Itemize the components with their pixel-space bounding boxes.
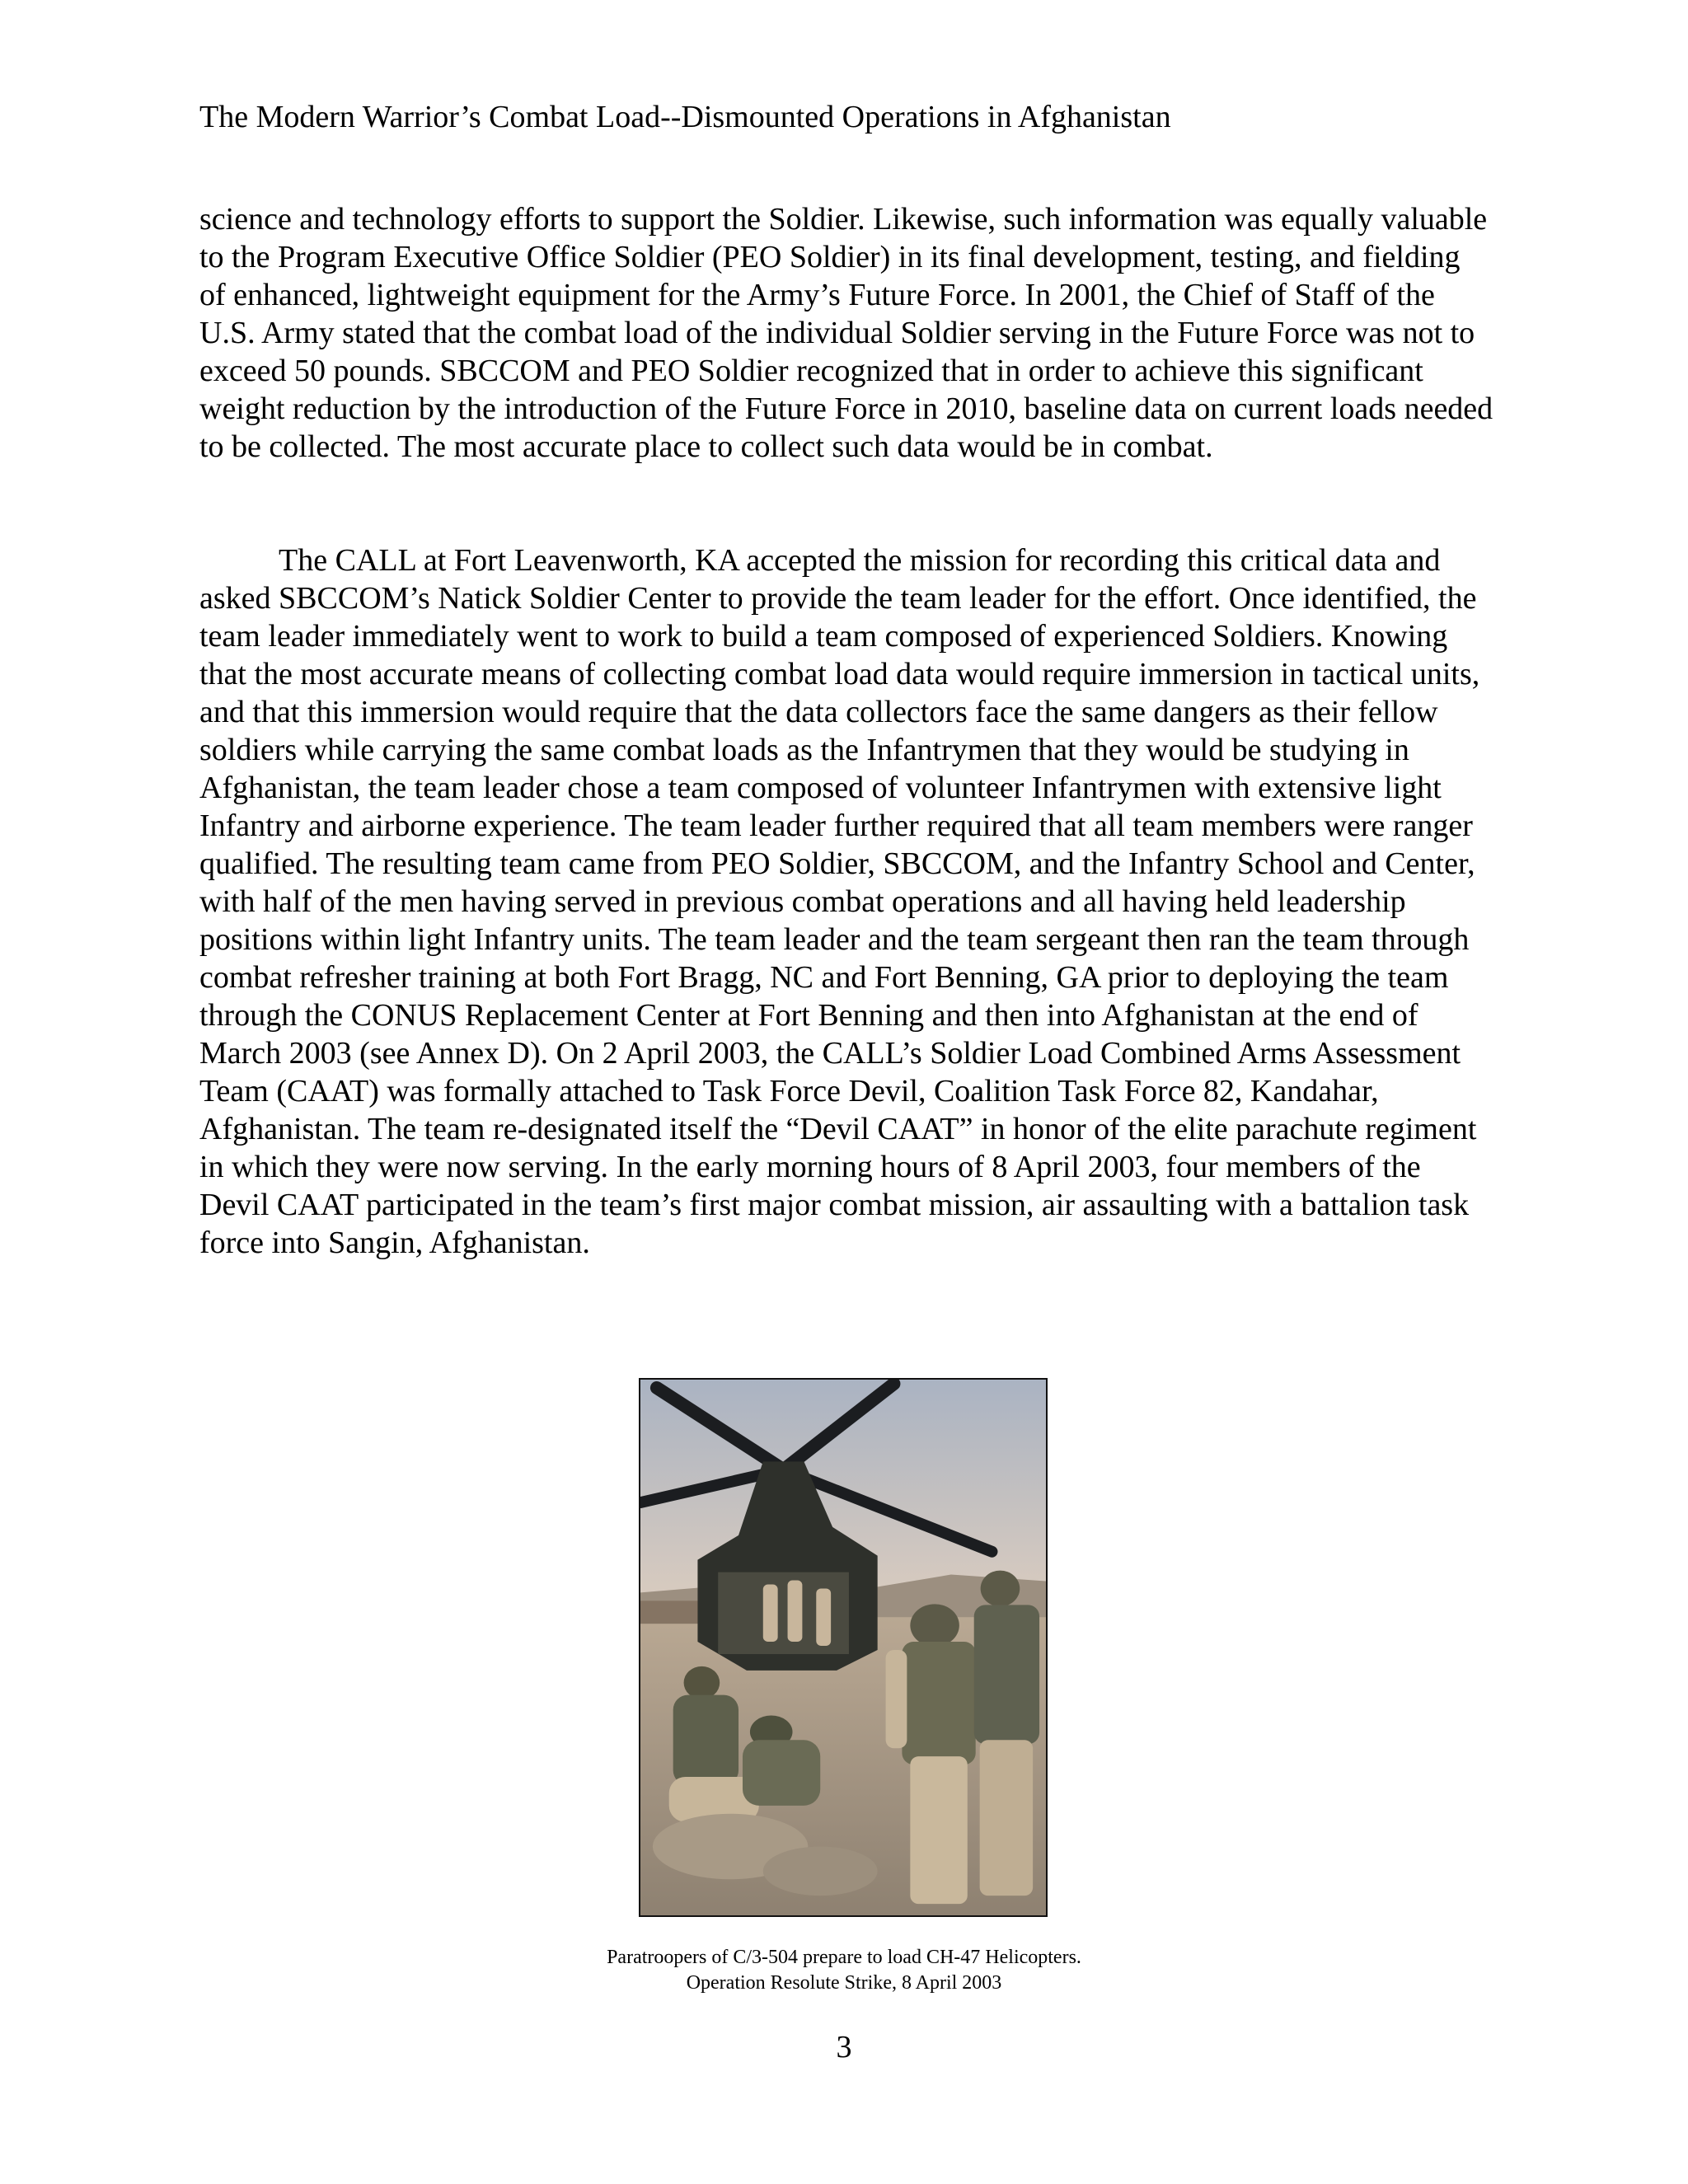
page-number: 3	[836, 2030, 852, 2064]
photo-illustration	[640, 1380, 1046, 1915]
soldier-right	[974, 1571, 1039, 1896]
paragraph-2: The CALL at Fort Leavenworth, KA accepted the mission for recording this critical data and asked SBCCOM’s Natick Soldier Center to provide the team leader for the effort. Once identified, the team leader immediately went to work to build a team composed of experienced Soldiers. Knowing that the most accurate means of collecting combat load data would require immersion in tactical units, and that this immersion would require that the data collectors face the same dangers as their fellow soldiers while carrying the same combat loads as the Infantrymen that they would be studying in Afghanistan, the team leader chose a team composed of volunteer Infantrymen with extensive light Infantry and airborne experience. The team leader further required that all team members were ranger qualified. The resulting team came from PEO Soldier, SBCCOM, and the Infantry School and Center, with half of the men having served in previous combat operations and all having held leadership positions within light Infantry units. The team leader and the team sergeant then ran the team through combat refresher training at both Fort Bragg, NC and Fort Benning, GA prior to deploying the team through the CONUS Replacement Center at Fort Benning and then into Afghanistan at the end of March 2003 (see Annex D). On 2 April 2003, the CALL’s Soldier Load Combined Arms Assessment Team (CAAT) was formally attached to Task Force Devil, Coalition Task Force 82, Kandahar, Afghanistan. The team re-designated itself the “Devil CAAT” in honor of the elite parachute regiment in which they were now serving. In the early morning hours of 8 April 2003, four members of the Devil CAAT participated in the team’s first major combat mission, air assaulting with a battalion task force into Sangin, Afghanistan.	[199, 543, 1480, 1260]
paragraph-1: science and technology efforts to support the Soldier. Likewise, such information was equally valuable to the Program Executive Office Soldier (PEO Soldier) in its final development, testing, and fielding of enhanced, lightweight equipment for the Army’s Future Force. In 2001, the Chief of Staff of the U.S. Army stated that the combat load of the individual Soldier serving in the Future Force was not to exceed 50 pounds. SBCCOM and PEO Soldier recognized that in order to achieve this significant weight reduction by the introduction of the Future Force in 2010, baseline data on current loads needed to be collected. The most accurate place to collect such data would be in combat.	[199, 202, 1493, 464]
crew-figures	[763, 1581, 831, 1647]
figure-caption-line-1: Paratroopers of C/3-504 prepare to load CH-47 Helicopters.	[607, 1947, 1081, 1968]
figure-caption-line-2: Operation Resolute Strike, 8 April 2003	[686, 1972, 1002, 1994]
helicopter-photo	[639, 1378, 1048, 1917]
running-header: The Modern Warrior’s Combat Load--Dismounted Operations in Afghanistan	[199, 100, 1171, 134]
